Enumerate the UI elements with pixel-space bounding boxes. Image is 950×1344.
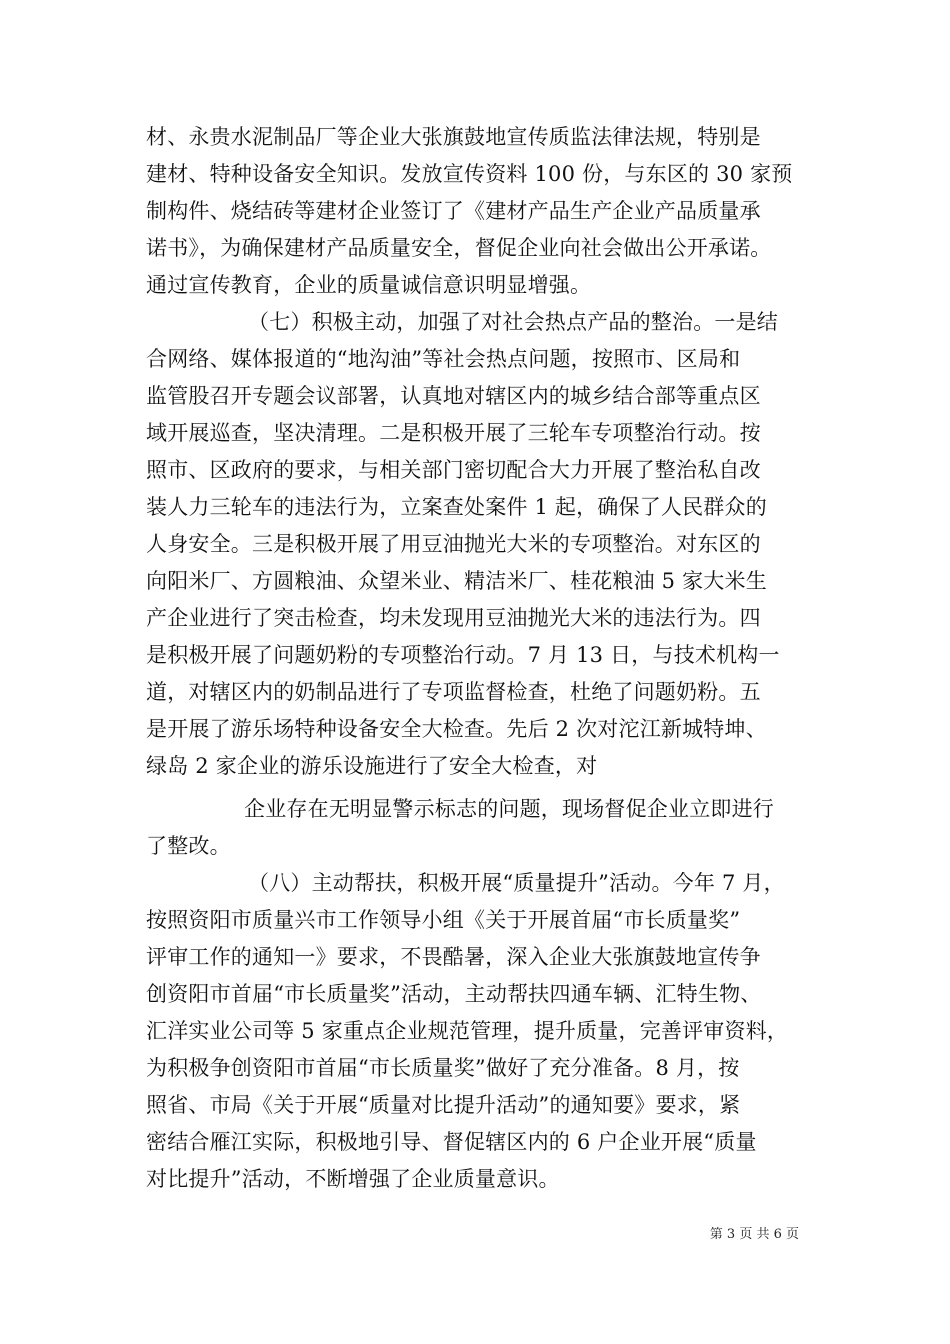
text-line: 评审工作的通知一》要求，不畏酷暑，深入企业大张旗鼓地宣传争 <box>146 945 761 969</box>
text-line: 道，对辖区内的奶制品进行了专项监督检查，杜绝了问题奶粉。五 <box>146 680 761 704</box>
text-line: 对比提升”活动，不断增强了企业质量意识。 <box>146 1167 560 1191</box>
text-line: 绿岛 2 家企业的游乐设施进行了安全大检查，对 <box>146 754 598 778</box>
text-line: 制构件、烧结砖等建材企业签订了《建材产品生产企业产品质量承 <box>146 199 761 223</box>
text-line: 监管股召开专题会议部署，认真地对辖区内的城乡结合部等重点区 <box>146 384 761 408</box>
text-line: 照省、市局《关于开展“质量对比提升活动”的通知要》要求，紧 <box>146 1093 741 1117</box>
text-line: 密结合雁江实际，积极地引导、督促辖区内的 6 户企业开展“质量 <box>146 1130 757 1154</box>
text-line: 按照资阳市质量兴市工作领导小组《关于开展首届“市长质量奖” <box>146 908 741 932</box>
text-line: 汇洋实业公司等 5 家重点企业规范管理，提升质量，完善评审资料， <box>146 1019 789 1043</box>
text-line: 是积极开展了问题奶粉的专项整治行动。7 月 13 日，与技术机构一 <box>146 643 780 667</box>
text-line: 企业存在无明显警示标志的问题，现场督促企业立即进行 <box>244 797 774 821</box>
page-number: 第 3 页 共 6 页 <box>709 1227 799 1242</box>
text-line: 合网络、媒体报道的“地沟油”等社会热点问题，按照市、区局和 <box>146 347 741 371</box>
text-line: 照市、区政府的要求，与相关部门密切配合大力开展了整治私自改 <box>146 458 761 482</box>
text-line: 域开展巡查，坚决清理。二是积极开展了三轮车专项整治行动。按 <box>146 421 761 445</box>
text-line: 为积极争创资阳市首届“市长质量奖”做好了充分准备。8 月，按 <box>146 1056 740 1080</box>
text-line: 建材、特种设备安全知识。发放宣传资料 100 份，与东区的 30 家预 <box>146 162 793 186</box>
text-line: 装人力三轮车的违法行为，立案查处案件 1 起，确保了人民群众的 <box>146 495 767 519</box>
section-heading-8: （八）主动帮扶，积极开展“质量提升”活动。今年 7 月， <box>248 871 785 895</box>
text-line: 通过宣传教育，企业的质量诚信意识明显增强。 <box>146 273 592 297</box>
text-line: 产企业进行了突击检查，均未发现用豆油抛光大米的违法行为。四 <box>146 606 761 630</box>
text-line: 了整改。 <box>146 834 231 858</box>
text-line: 材、永贵水泥制品厂等企业大张旗鼓地宣传质监法律法规，特别是 <box>146 125 761 149</box>
text-line: 是开展了游乐场特种设备安全大检查。先后 2 次对沱江新城特坤、 <box>146 717 767 741</box>
text-line: 创资阳市首届“市长质量奖”活动，主动帮扶四通车辆、汇特生物、 <box>146 982 762 1006</box>
text-line: 诺书》，为确保建材产品质量安全，督促企业向社会做出公开承诺。 <box>146 236 772 260</box>
text-line: 向阳米厂、方圆粮油、众望米业、精洁米厂、桂花粮油 5 家大米生 <box>146 569 767 593</box>
text-line: 人身安全。三是积极开展了用豆油抛光大米的专项整治。对东区的 <box>146 532 761 556</box>
section-heading-7: （七）积极主动，加强了对社会热点产品的整治。一是结 <box>248 310 778 334</box>
